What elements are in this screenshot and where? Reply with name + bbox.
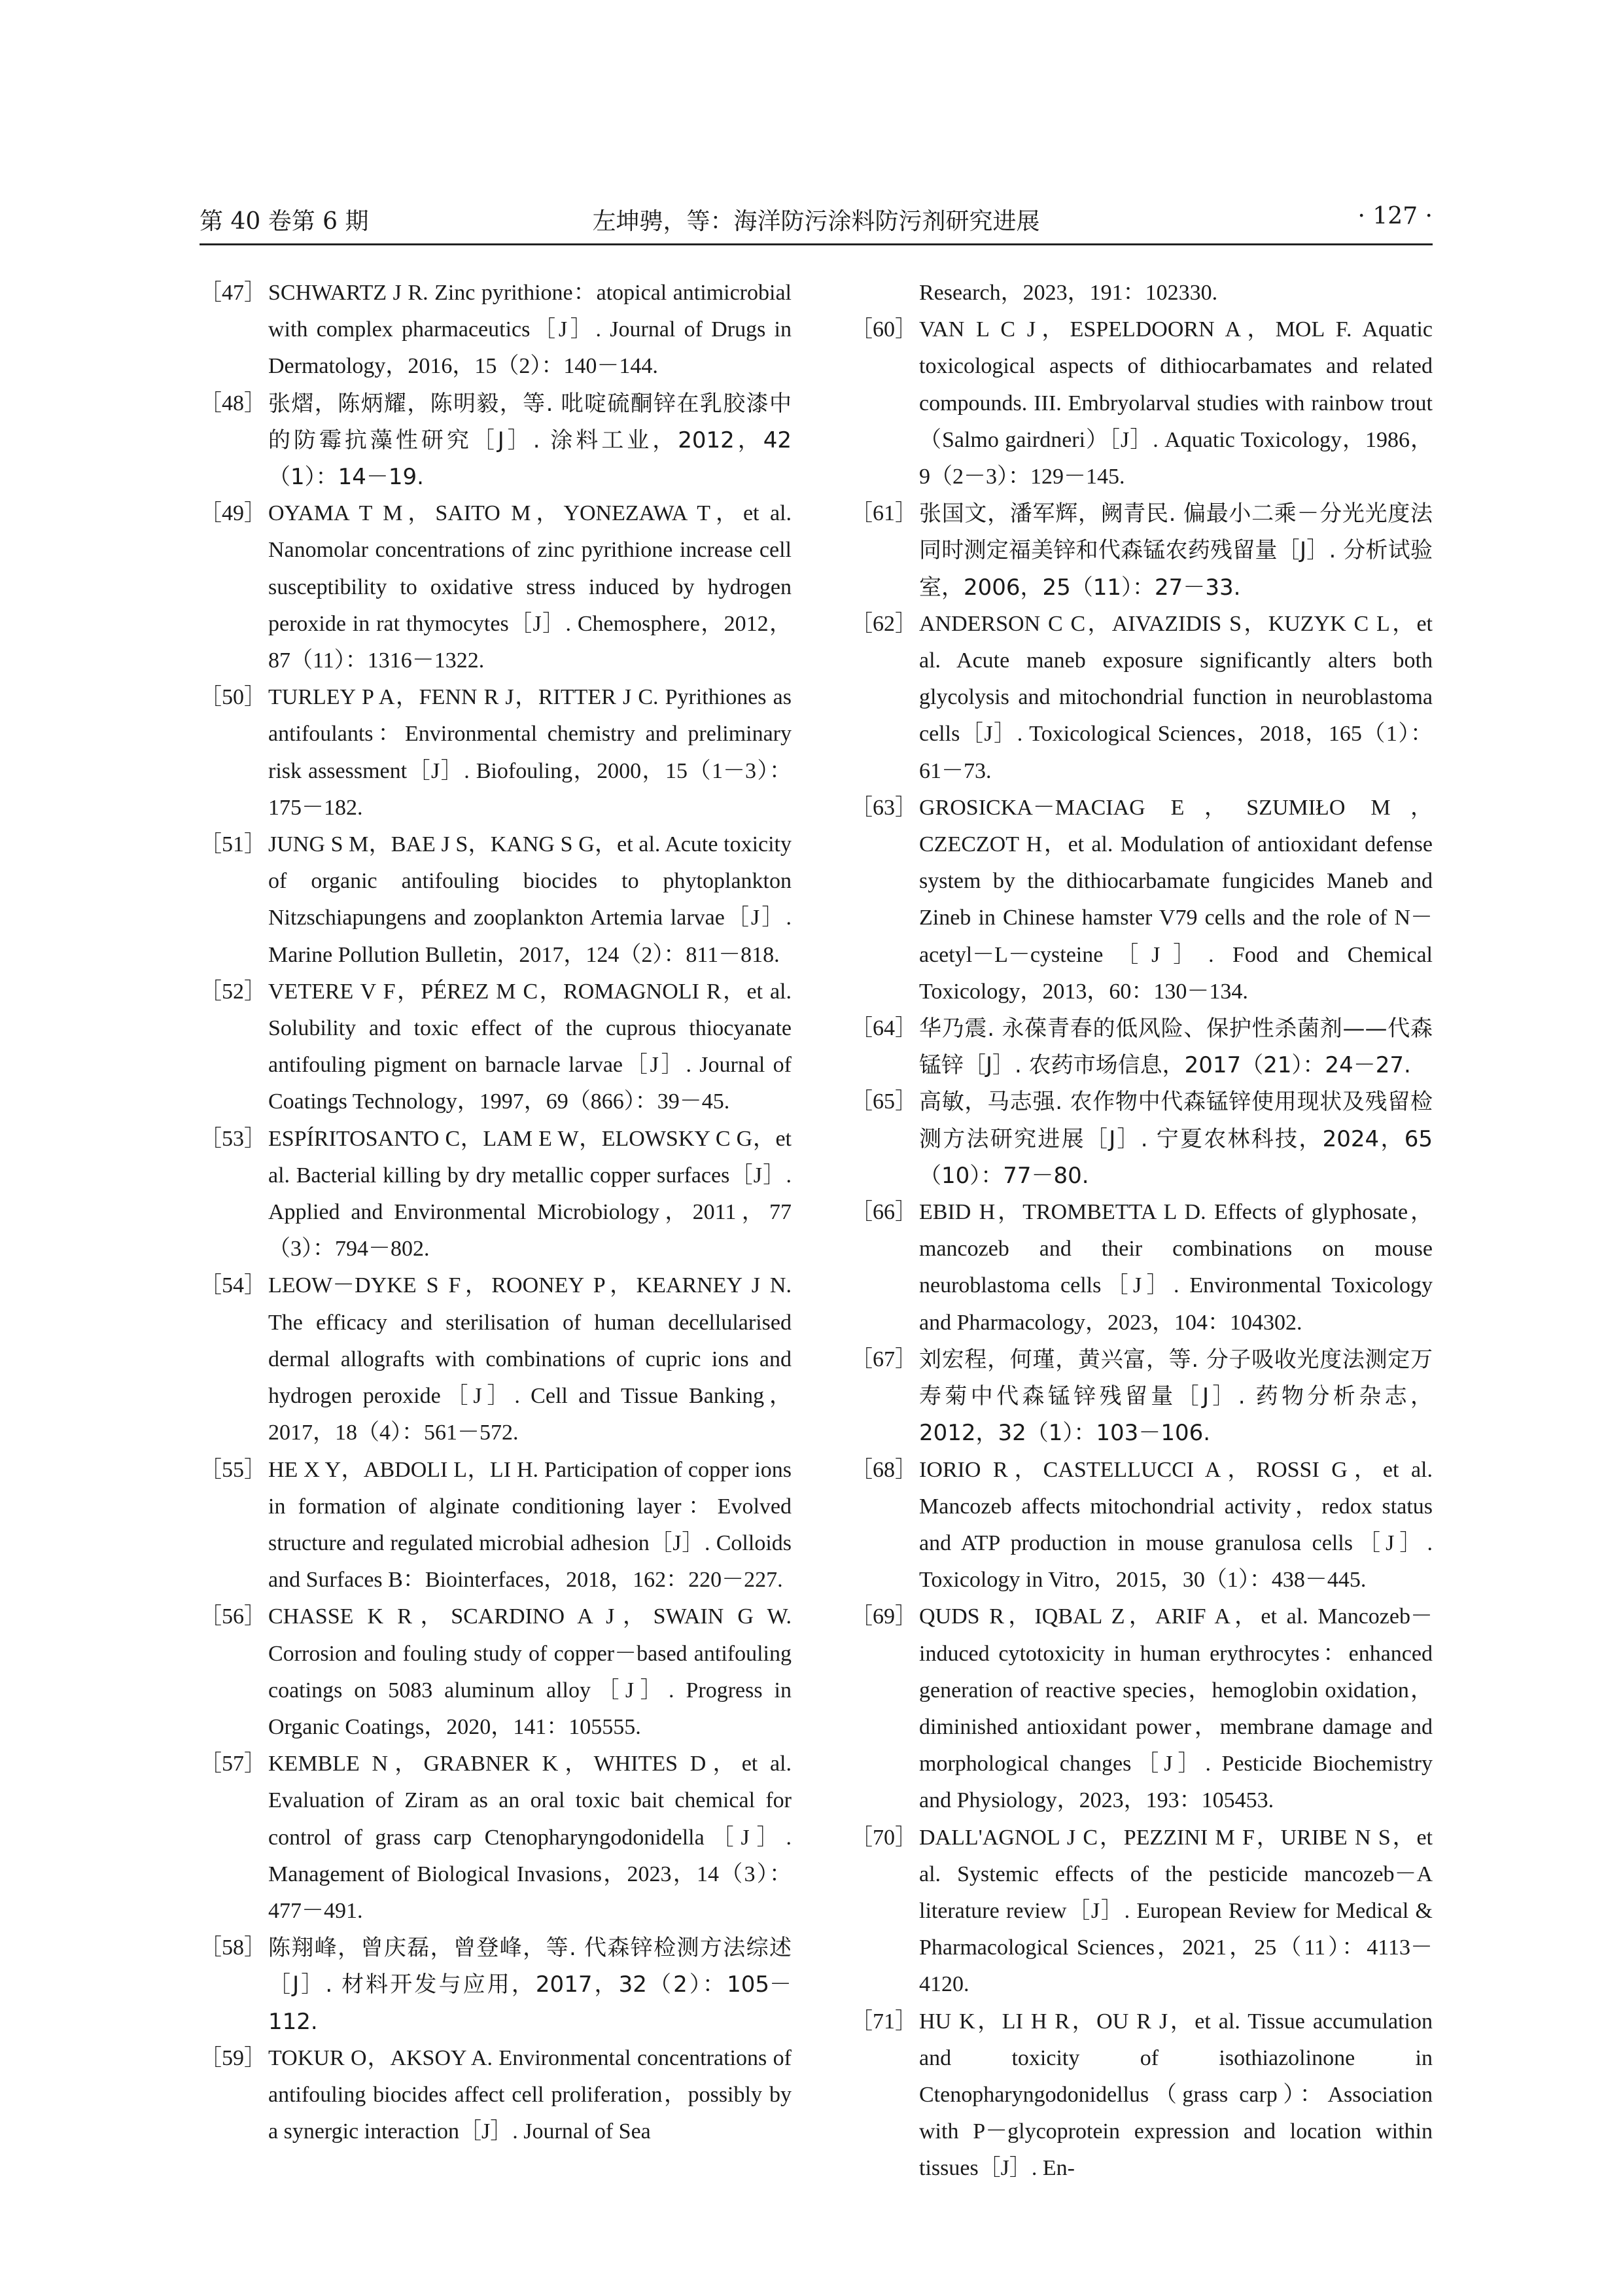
reference-number: ［71］ [850, 2009, 917, 2034]
reference-text: VAN L C J，ESPELDOORN A，MOL F. Aquatic toxicological aspects of dithiocarbamates and related compounds. III. Embryolarval studies with rainbow trout（Salmo gairdneri）［J］. Aquatic Toxicology，1986，9（2－3）：129－145. [919, 317, 1433, 489]
reference-item [850, 495, 1433, 606]
reference-item [200, 2040, 792, 2151]
reference-text: CHASSE K R，SCARDINO A J，SWAIN G W. Corrosion and fouling study of copper－based antifouling coatings on 5083 aluminum alloy［J］. Progress in Organic Coatings，2020，141：105555. [268, 1604, 792, 1739]
reference-item [850, 1084, 1433, 1194]
reference-number: ［56］ [200, 1604, 266, 1629]
reference-number: ［65］ [850, 1089, 917, 1114]
reference-item [200, 275, 792, 385]
reference-item [200, 495, 792, 679]
reference-number: ［61］ [850, 501, 917, 526]
reference-number: ［48］ [200, 391, 266, 415]
reference-item [850, 790, 1433, 1010]
reference-item [200, 1598, 792, 1746]
reference-number: ［66］ [850, 1200, 917, 1225]
reference-text: TURLEY P A，FENN R J，RITTER J C. Pyrithiones as antifoulants：Environmental chemistry and preliminary risk assessment［J］. Biofouling，2000，15（1－3）：175－182. [268, 685, 792, 820]
reference-text: ESPÍRITOSANTO C，LAM E W，ELOWSKY C G，et al. Bacterial killing by dry metallic copper surfaces［J］. Applied and Environmental Microbiology，2011，77（3）：794－802. [268, 1126, 792, 1262]
reference-item [850, 606, 1433, 790]
reference-item [850, 1341, 1433, 1452]
reference-item [200, 1267, 792, 1451]
left-column [200, 275, 792, 2150]
reference-number: ［68］ [850, 1457, 917, 1482]
reference-item [850, 1598, 1433, 1819]
reference-item [200, 826, 792, 974]
reference-text: 张熠，陈炳耀，陈明毅，等. 吡啶硫酮锌在乳胶漆中的防霉抗藻性研究［J］. 涂料工业，2012，42（1）：14－19. [268, 390, 792, 491]
reference-text: TOKUR O，AKSOY A. Environmental concentrations of antifouling biocides affect cell proliferation，possibly by a synergic interaction［J］. Journal of Sea [268, 2045, 792, 2144]
reference-number: ［52］ [200, 979, 266, 1004]
reference-number: ［67］ [850, 1347, 917, 1371]
reference-number: ［60］ [850, 317, 917, 342]
reference-number: ［50］ [200, 685, 266, 710]
reference-item [200, 1452, 792, 1599]
reference-item [200, 679, 792, 826]
reference-number: ［64］ [850, 1016, 917, 1041]
right-column [850, 275, 1433, 2187]
reference-item [200, 1746, 792, 1930]
reference-item [850, 1820, 1433, 2004]
reference-text: 高敏，马志强. 农作物中代森锰锌使用现状及残留检测方法研究进展［J］. 宁夏农林科技，2024，65（10）：77－80. [919, 1089, 1433, 1189]
reference-text: KEMBLE N，GRABNER K，WHITES D，et al. Evaluation of Ziram as an oral toxic bait chemical for control of grass carp Ctenopharyngodonidella［J］. Management of Biological Invasions，2023，14（3）：477－491. [268, 1752, 792, 1923]
reference-number: ［70］ [850, 1825, 917, 1850]
reference-text: HE X Y，ABDOLI L，LI H. Participation of copper ions in formation of alginate conditioning layer：Evolved structure and regulated microbial adhesion［J］. Colloids and Surfaces B：Biointerfaces，2018，162：220－227. [268, 1457, 792, 1593]
reference-text: EBID H，TROMBETTA L D. Effects of glyphosate，mancozeb and their combinations on mouse neuroblastoma cells［J］. Environmental Toxicology and Pharmacology，2023，104：104302. [919, 1200, 1433, 1335]
reference-number: ［55］ [200, 1457, 266, 1482]
page-number: · 127 · [1357, 203, 1433, 230]
reference-text: Research，2023，191：102330. [919, 281, 1218, 305]
reference-continuation [850, 275, 1433, 311]
reference-number: ［63］ [850, 795, 917, 820]
reference-item [200, 974, 792, 1121]
header-rule [200, 243, 1433, 245]
reference-text: LEOW－DYKE S F，ROONEY P，KEARNEY J N. The efficacy and sterilisation of human decellularised dermal allografts with combinations of cupric ions and hydrogen peroxide［J］. Cell and Tissue Banking，2017，18（4）：561－572. [268, 1273, 792, 1445]
reference-text: OYAMA T M，SAITO M，YONEZAWA T，et al. Nanomolar concentrations of zinc pyrithione increase cell susceptibility to oxidative stress induced by hydrogen peroxide in rat thymocytes［J］. Chemosphere，2012，87（11）：1316－1322. [268, 501, 792, 673]
reference-item [850, 1452, 1433, 1599]
reference-number: ［69］ [850, 1604, 917, 1629]
reference-number: ［58］ [200, 1935, 266, 1960]
running-header [200, 196, 1433, 242]
reference-item [200, 1930, 792, 2040]
reference-number: ［54］ [200, 1273, 266, 1298]
reference-item [850, 311, 1433, 495]
reference-text: 刘宏程，何瑾，黄兴富，等. 分子吸收光度法测定万寿菊中代森锰锌残留量［J］. 药物分析杂志，2012，32（1）：103－106. [919, 1346, 1433, 1447]
reference-text: JUNG S M，BAE J S，KANG S G，et al. Acute toxicity of organic antifouling biocides to phytoplankton Nitzschiapungens and zooplankton Artemia larvae［J］. Marine Pollution Bulletin，2017，124（2）：811－818. [268, 832, 792, 967]
reference-text: 陈翔峰，曾庆磊，曾登峰，等. 代森锌检测方法综述［J］. 材料开发与应用，2017，32（2）：105－112. [268, 1935, 792, 2035]
reference-number: ［59］ [200, 2045, 266, 2070]
reference-text: 张国文，潘军辉，阙青民. 偏最小二乘－分光光度法同时测定福美锌和代森锰农药残留量［J］. 分析试验室，2006，25（11）：27－33. [919, 501, 1433, 601]
reference-text: VETERE V F，PÉREZ M C，ROMAGNOLI R，et al. Solubility and toxic effect of the cuprous thiocyanate antifouling pigment on barnacle larvae［J］. Journal of Coatings Technology，1997，69（866）：39－45. [268, 979, 792, 1114]
reference-item [200, 385, 792, 496]
reference-text: IORIO R，CASTELLUCCI A，ROSSI G，et al. Mancozeb affects mitochondrial activity，redox status and ATP production in mouse granulosa cells［J］. Toxicology in Vitro，2015，30（1）：438－445. [919, 1457, 1433, 1593]
reference-text: 华乃震. 永葆青春的低风险、保护性杀菌剂——代森锰锌［J］. 农药市场信息，2017（21）：24－27. [919, 1016, 1433, 1079]
reference-number: ［53］ [200, 1126, 266, 1151]
reference-item [850, 1010, 1433, 1084]
reference-text: GROSICKA－MACIAG E，SZUMIŁO M，CZECZOT H，et al. Modulation of antioxidant defense system by the dithiocarbamate fungicides Maneb and Zineb in Chinese hamster V79 cells and the role of N－acetyl－L－cysteine［J］. Food and Chemical Toxicology，2013，60：130－134. [919, 795, 1433, 1004]
reference-item [850, 2004, 1433, 2187]
running-title: 左坤骋，等：海洋防污涂料防污剂研究进展 [592, 208, 1040, 235]
reference-text: DALL'AGNOL J C，PEZZINI M F，URIBE N S，et al. Systemic effects of the pesticide mancozeb－A literature review［J］. European Review for Medical & Pharmacological Sciences，2021，25（11）：4113－4120. [919, 1825, 1433, 1997]
reference-number: ［49］ [200, 501, 266, 526]
reference-number: ［62］ [850, 611, 917, 636]
reference-item [850, 1194, 1433, 1341]
reference-text: QUDS R，IQBAL Z，ARIF A，et al. Mancozeb－induced cytotoxicity in human erythrocytes：enhanced generation of reactive species，hemoglobin oxidation，diminished antioxidant power，membrane damage and morphological changes［J］. Pesticide Biochemistry and Physiology，2023，193：105453. [919, 1604, 1433, 1813]
reference-item [200, 1121, 792, 1268]
reference-number: ［51］ [200, 832, 266, 857]
reference-text: HU K，LI H R，OU R J，et al. Tissue accumulation and toxicity of isothiazolinone in Ctenopharyngodonidellus（grass carp）：Association with P－glycoprotein expression and location within tissues［J］. En- [919, 2009, 1433, 2181]
reference-number: ［47］ [200, 281, 266, 305]
volume-issue: 第 40 卷第 6 期 [200, 208, 369, 235]
reference-text: SCHWARTZ J R. Zinc pyrithione：atopical antimicrobial with complex pharmaceutics［J］. Journal of Drugs in Dermatology，2016，15（2）：140－144. [268, 281, 792, 379]
reference-number: ［57］ [200, 1752, 266, 1776]
reference-text: ANDERSON C C，AIVAZIDIS S，KUZYK C L，et al. Acute maneb exposure significantly alters both glycolysis and mitochondrial function in neuroblastoma cells［J］. Toxicological Sciences，2018，165（1）：61－73. [919, 611, 1433, 783]
